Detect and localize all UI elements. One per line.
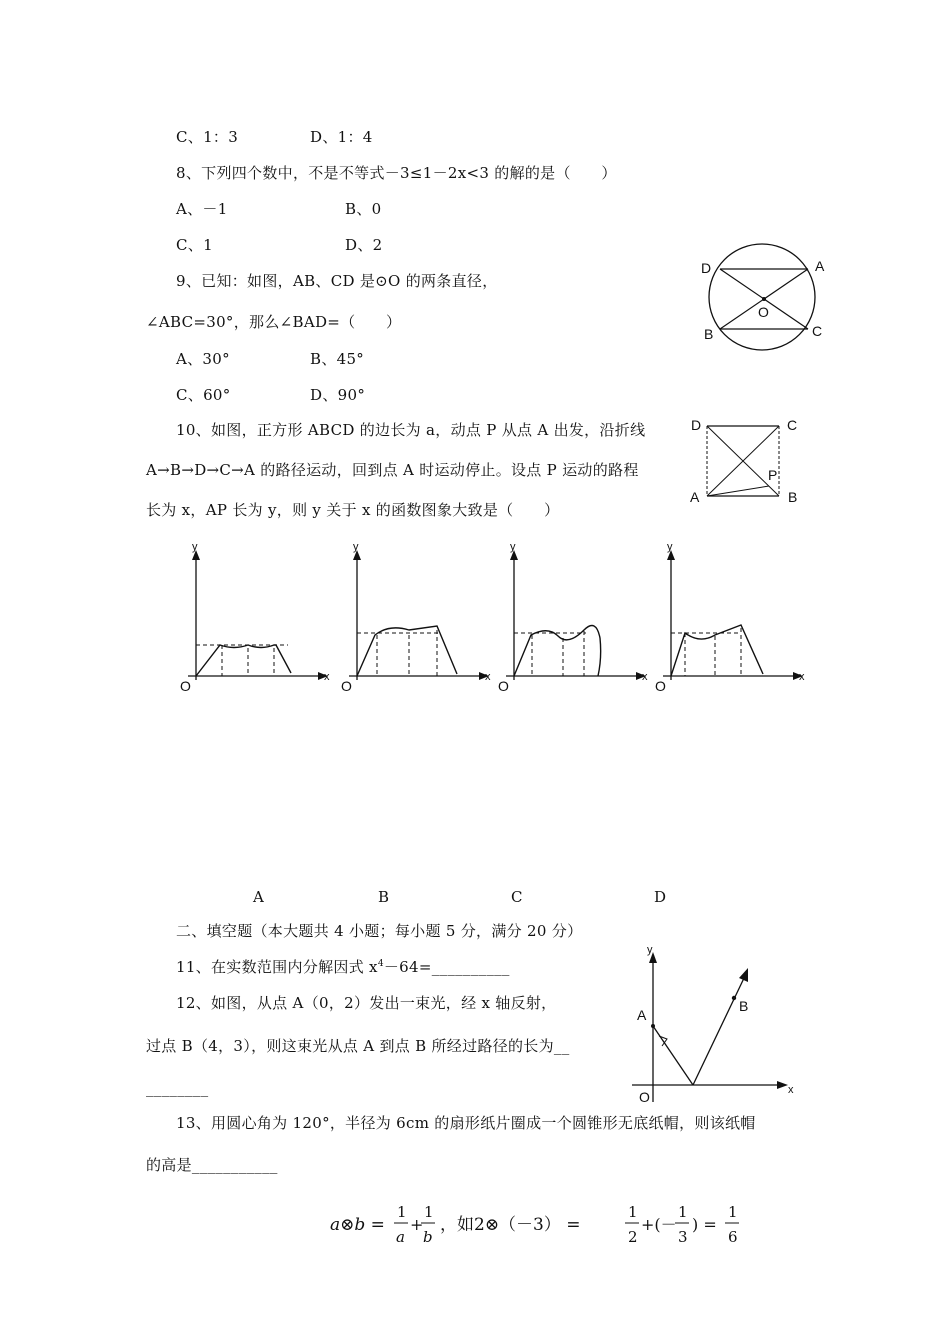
graph-b	[331, 538, 501, 698]
frac4-denominator: 3	[678, 1228, 688, 1246]
choice-b-label: B	[378, 888, 390, 906]
label-b: B	[788, 489, 798, 505]
frac5-numerator: 1	[728, 1203, 738, 1221]
q8-option-c: C、1	[176, 236, 213, 254]
y-label: y	[192, 541, 198, 553]
x-label: x	[799, 671, 805, 683]
q8-stem: 8、下列四个数中，不是不等式－3≤1－2x<3 的解的是（ ）	[176, 164, 617, 182]
frac2-numerator: 1	[424, 1203, 434, 1221]
frac3-denominator: 2	[628, 1228, 638, 1246]
formula-paren-close: ) =	[692, 1215, 717, 1234]
y-label: y	[353, 541, 359, 553]
q9-stem-line1: 9、已知：如图，AB、CD 是⊙O 的两条直径，	[176, 272, 498, 290]
origin-label: O	[180, 678, 191, 694]
q10-square-figure	[686, 414, 811, 510]
choice-d-label: D	[654, 888, 667, 906]
center-dot	[762, 297, 766, 301]
q10-stem-line1: 10、如图，正方形 ABCD 的边长为 a，动点 P 从点 A 出发，沿折线	[176, 421, 646, 439]
frac1-numerator: 1	[397, 1203, 407, 1221]
q9-stem-line2: ∠ABC=30°，那么∠BAD=（ ）	[146, 313, 402, 331]
label-o: O	[758, 304, 769, 320]
x-label: x	[324, 671, 330, 683]
reflected-ray	[693, 976, 745, 1085]
choice-a-label: A	[253, 888, 265, 906]
plus-sign: +	[410, 1215, 424, 1234]
y-label: y	[647, 944, 653, 956]
q12-stem-line2: 过点 B（4，3），则这束光从点 A 到点 B 所经过路径的长为__	[146, 1037, 570, 1055]
incident-ray	[653, 1026, 693, 1085]
label-c: C	[812, 323, 823, 339]
formula-lhs: a⊗b =	[330, 1215, 385, 1235]
y-label: y	[667, 541, 673, 553]
q12-stem-line1: 12、如图，从点 A（0，2）发出一束光，经 x 轴反射，	[176, 994, 557, 1012]
q9-option-b: B、45°	[310, 350, 365, 368]
formula-paren-open: +(－	[641, 1215, 677, 1234]
choice-c-label: C	[511, 888, 523, 906]
q13-stem-line1: 13、用圆心角为 120°，半径为 6cm 的扇形纸片圈成一个圆锥形无底纸帽，则该纸帽	[176, 1114, 756, 1132]
q8-option-d: D、2	[345, 236, 383, 254]
graph-a	[170, 538, 340, 698]
graph-d	[645, 538, 815, 698]
label-a: A	[815, 258, 825, 274]
q7-option-c: C、1：3	[176, 128, 239, 146]
origin-label: O	[655, 678, 666, 694]
label-b: B	[739, 998, 749, 1014]
frac3-numerator: 1	[628, 1203, 638, 1221]
q13-stem-line2: 的高是___________	[146, 1156, 278, 1174]
q12-stem-line3: ________	[146, 1079, 209, 1097]
q10-stem-line2: A→B→D→C→A 的路径运动，回到点 A 时运动停止。设点 P 运动的路程	[146, 461, 639, 479]
label-b: B	[704, 326, 714, 342]
q10-stem-line3: 长为 x，AP 长为 y，则 y 关于 x 的函数图象大致是（ ）	[146, 501, 560, 519]
label-d: D	[691, 417, 702, 433]
graph-c	[488, 538, 658, 698]
origin-label: O	[341, 678, 352, 694]
label-p: P	[768, 467, 778, 483]
label-a: A	[690, 489, 700, 505]
operation-formula	[330, 1200, 770, 1250]
q8-option-b: B、0	[345, 200, 382, 218]
q9-option-c: C、60°	[176, 386, 231, 404]
formula-example: ，如2⊗（－3） =	[440, 1215, 581, 1235]
q9-circle-figure	[695, 250, 835, 350]
q9-option-a: A、30°	[176, 350, 230, 368]
section-2-title: 二、填空题（本大题共 4 小题；每小题 5 分，满分 20 分）	[176, 922, 583, 940]
label-d: D	[701, 260, 712, 276]
q7-option-d: D、1：4	[310, 128, 373, 146]
frac4-numerator: 1	[678, 1203, 688, 1221]
q8-option-a: A、－1	[176, 200, 228, 218]
x-label: x	[485, 671, 491, 683]
origin-label: O	[639, 1089, 650, 1105]
frac5-denominator: 6	[728, 1228, 738, 1246]
frac1-denominator: a	[396, 1228, 405, 1246]
origin-label: O	[498, 678, 509, 694]
frac2-denominator: b	[423, 1228, 433, 1246]
y-label: y	[510, 541, 516, 553]
x-label: x	[788, 1084, 794, 1096]
q9-option-d: D、90°	[310, 386, 366, 404]
label-c: C	[787, 417, 798, 433]
label-a: A	[637, 1007, 647, 1023]
x-label: x	[642, 671, 648, 683]
q12-reflection-figure	[628, 940, 803, 1110]
q11-stem: 11、在实数范围内分解因式 $x^4-64=\_\_\_\_\_\_\_\_\_\_$	[176, 958, 510, 976]
